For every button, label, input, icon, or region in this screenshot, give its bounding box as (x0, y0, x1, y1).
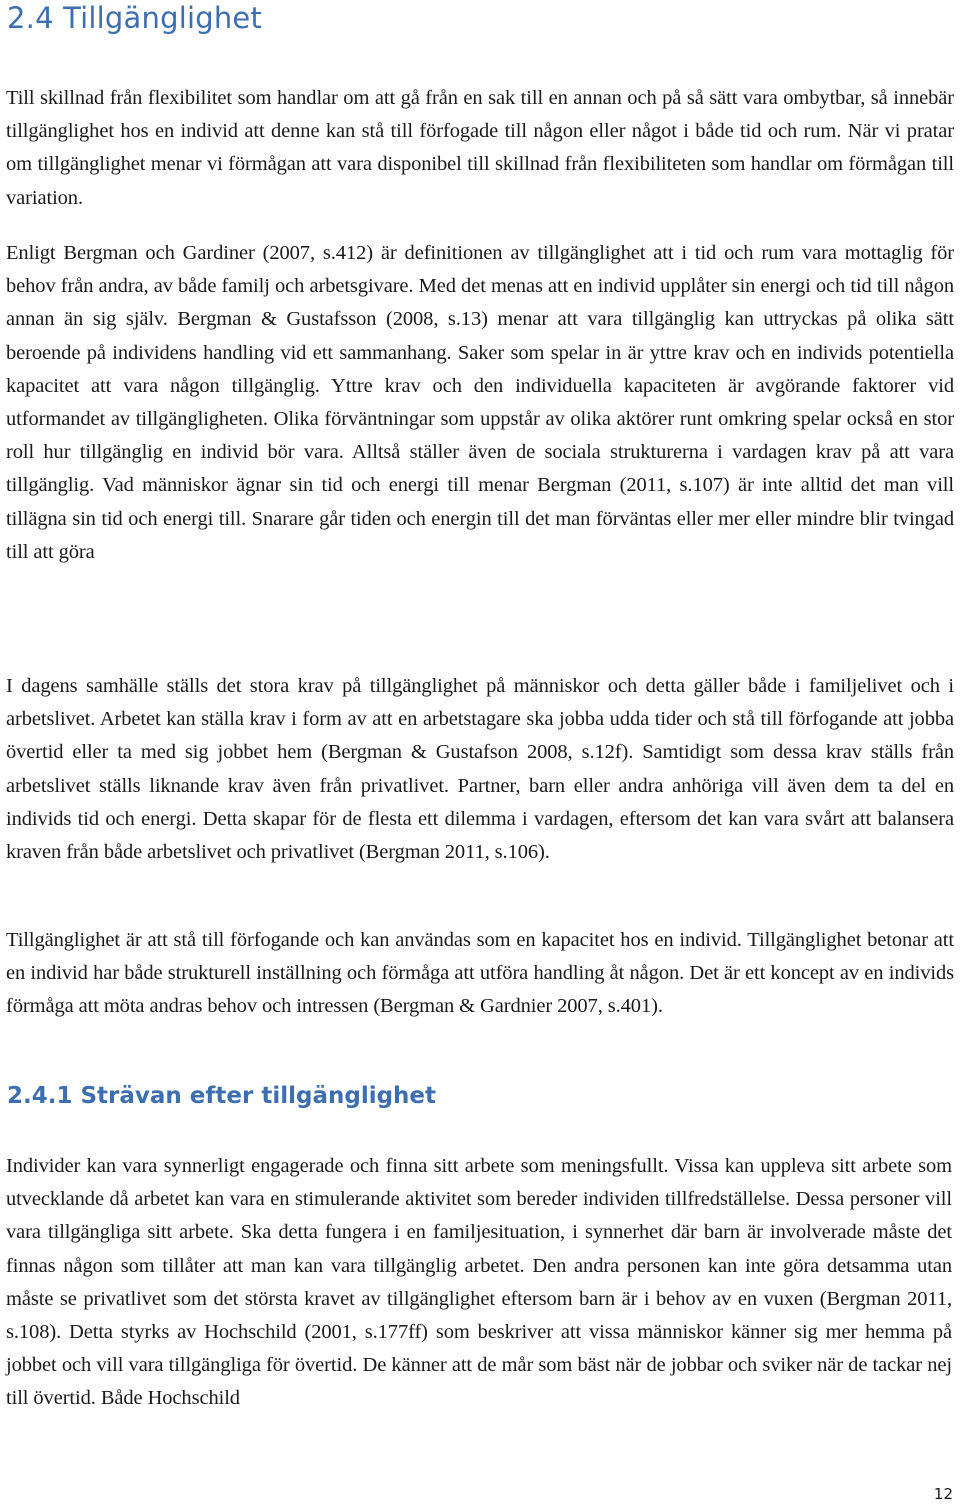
subsection-heading: 2.4.1 Strävan efter tillgänglighet (7, 1083, 437, 1109)
body-paragraph: Tillgänglighet är att stå till förfogande och kan användas som en kapacitet hos en individ. Tillgänglighet betonar att en individ har både strukturell inställning och förmåga att utföra handling åt någon. Det är ett koncept av en individs förmåga att möta andras behov och intressen (Bergman & Gardnier 2007, s.401). (6, 929, 954, 1018)
body-paragraph: Individer kan vara synnerligt engagerade och finna sitt arbete som meningsfullt. Vissa kan uppleva sitt arbete som utvecklande då arbetet kan vara en stimulerande aktivitet som bereder individen tillfredställelse. Dessa personer vill vara tillgängliga sitt arbete. Ska detta fungera i en familjesituation, i synnerhet där barn är involverade måste det finnas någon som tillåter att man kan vara tillgänglig arbetet. Den andra personen kan inte göra detsamma utan måste se privatlivet som det största kravet av tillgänglighet eftersom barn är i behov av en vuxen (Bergman 2011, s.108). Detta styrks av Hochschild (2001, s.177ff) som beskriver att vissa människor känner sig mer hemma på jobbet och vill vara tillgängliga för övertid. De känner att de mår som bäst när de jobbar och sviker när de tackar nej till övertid. Både Hochschild (6, 1155, 952, 1410)
body-paragraph: Enligt Bergman och Gardiner (2007, s.412) är definitionen av tillgänglighet att i tid och rum vara mottaglig för behov från andra, av både familj och arbetsgivare. Med det menas att en individ upplåter sin energi och tid till någon annan än sig själv. Bergman & Gustafsson (2008, s.13) menar att vara tillgänglig kan uttryckas på olika sätt beroende på individens handling vid ett sammanhang. Saker som spelar in är yttre krav och en individs potentiella kapacitet att vara någon tillgänglig. Yttre krav och den individuella kapaciteten är avgörande faktorer vid utformandet av tillgängligheten. Olika förväntningar som uppstår av olika aktörer runt omkring spelar också en stor roll hur tillgänglig en individ bör vara. Alltså ställer även de sociala strukturerna i vardagen krav på att vara tillgänglig. Vad människor ägnar sin tid och energi till menar Bergman (2011, s.107) är inte alltid det man vill tillägna sin tid och energi till. Snarare går tiden och energin till det man förväntas eller mer eller mindre blir tvingad till att göra (6, 242, 954, 563)
body-paragraph: Till skillnad från flexibilitet som handlar om att gå från en sak till en annan och på så sätt vara ombytbar, så innebär tillgänglighet hos en individ att denne kan stå till förfogade till någon eller något i både tid och rum. När vi pratar om tillgänglighet menar vi förmågan att vara disponibel till skillnad från flexibiliteten som handlar om förmågan till variation. (6, 87, 954, 209)
body-paragraph: I dagens samhälle ställs det stora krav på tillgänglighet på människor och detta gäller både i familjelivet och i arbetslivet. Arbetet kan ställa krav i form av att en arbetstagare ska jobba udda tider och stå till förfogande att jobba övertid eller ta med sig jobbet hem (Bergman & Gustafson 2008, s.12f). Samtidigt som dessa krav ställs från arbetslivet ställs liknande krav även från privatlivet. Partner, barn eller andra anhöriga vill även dem ta del en individs tid och energi. Detta skapar för de flesta ett dilemma i vardagen, eftersom det kan vara svårt att balansera kraven från både arbetslivet och privatlivet (Bergman 2011, s.106). (6, 675, 954, 864)
page-number: 12 (933, 1485, 953, 1503)
section-heading: 2.4 Tillgänglighet (7, 1, 263, 35)
footer-divider (0, 1474, 960, 1475)
